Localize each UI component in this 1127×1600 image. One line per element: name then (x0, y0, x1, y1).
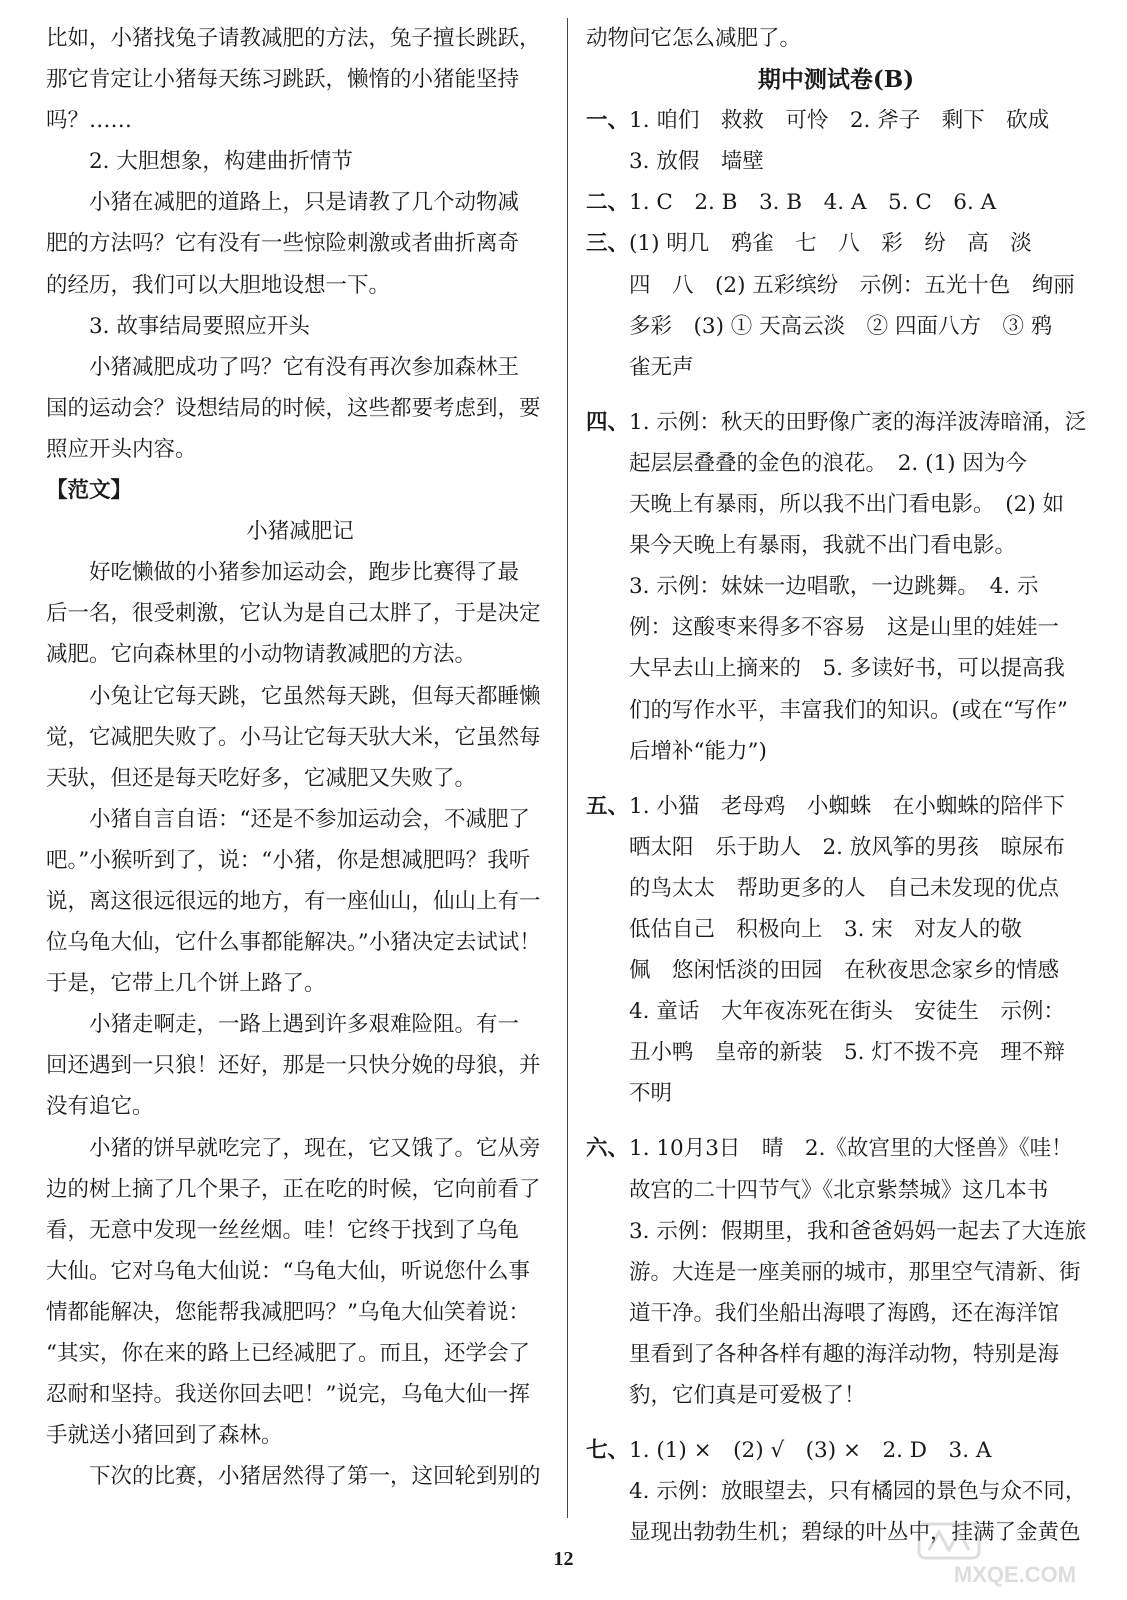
left-column-line (46, 1292, 554, 1333)
left-column-line (46, 141, 554, 182)
line-text: 位乌龟大仙，它什么事都能解决。”小猪决定去试试！ (46, 930, 541, 956)
line-text: 果今天晚上有暴雨，我就不出门看电影。 (629, 533, 1017, 559)
left-column-line (46, 1128, 554, 1169)
left-column-line (46, 223, 554, 264)
left-column-line (46, 1169, 554, 1210)
line-text: 情都能解决，您能帮我减肥吗？”乌龟大仙笑着说： (46, 1299, 530, 1325)
left-column-line (46, 963, 554, 1004)
right-column-line (586, 1032, 1086, 1073)
right-column-line (586, 1471, 1086, 1512)
line-text: 1. (1) × (2) √ (3) × 2. D 3. A (629, 1438, 992, 1464)
line-text: 1. 咱们 救救 可怜 2. 斧子 剩下 砍成 (629, 108, 1050, 134)
line-text: 吧。”小猴听到了，说：“小猪，你是想减肥吗？我听 (46, 847, 531, 873)
right-column-line (586, 950, 1086, 991)
line-text: 后增补“能力”) (629, 738, 767, 764)
line-text: 比如，小猪找兔子请教减肥的方法，兔子擅长跳跃， (46, 26, 541, 51)
line-text: 【范文】 (46, 478, 133, 504)
line-text: 里看到了各种各样有趣的海洋动物，特别是海 (629, 1341, 1060, 1367)
right-column-line (586, 1211, 1086, 1252)
line-text: 3. 放假 墙壁 (629, 149, 764, 175)
right-column-line (586, 223, 1086, 264)
line-text: 1. C 2. B 3. B 4. A 5. C 6. A (629, 190, 997, 216)
line-text: 那它肯定让小猪每天练习跳跃，懒惰的小猪能坚持 (46, 67, 520, 93)
left-column-line (46, 717, 554, 758)
line-text: 3. 故事结局要照应开头 (89, 313, 310, 339)
section-number: 七、 (586, 1438, 630, 1464)
line-text: 手就送小猪回到了森林。 (46, 1423, 283, 1449)
left-column-line (46, 1333, 554, 1374)
right-column-line (586, 265, 1086, 306)
left-column-line (46, 593, 554, 634)
line-text: 于是，它带上几个饼上路了。 (46, 971, 326, 997)
right-column-line (586, 868, 1086, 909)
left-column-line (46, 1004, 554, 1045)
line-text: 的鸟太太 帮助更多的人 自己未发现的优点 (629, 875, 1060, 901)
right-column-line (586, 141, 1086, 182)
right-column-line (586, 1128, 1086, 1169)
line-text: 3. 示例：妹妹一边唱歌，一边跳舞。 4. 示 (629, 574, 1039, 600)
line-text: 小猪减肥成功了吗？它有没有再次参加森林王 (89, 354, 520, 380)
line-text: 1. 示例：秋天的田野像广袤的海洋波涛暗涌，泛 (629, 409, 1086, 435)
right-column-line (586, 1252, 1086, 1293)
right-column-line (586, 1334, 1086, 1375)
right-column-line (586, 1293, 1086, 1334)
right-column-line (586, 786, 1086, 827)
line-text: 2. 大胆想象，构建曲折情节 (89, 149, 353, 175)
section-number: 一、 (586, 108, 630, 134)
right-column-line (586, 909, 1086, 950)
line-text: 1. 10月3日 晴 2.《故宫里的大怪兽》《哇！ (629, 1136, 1073, 1162)
left-column-line (46, 470, 554, 511)
line-text: 多彩 (3) ① 天高云淡 ② 四面八方 ③ 鸦 (629, 313, 1053, 339)
right-column-line (586, 607, 1086, 648)
line-text: 天晚上有暴雨，所以我不出门看电影。 (2) 如 (629, 492, 1065, 518)
left-column-line (46, 676, 554, 717)
right-column-line (586, 18, 1086, 59)
line-text: 大早去山上摘来的 5. 多读好书，可以提高我 (629, 656, 1065, 682)
line-text: 起层层叠叠的金色的浪花。 2. (1) 因为今 (629, 450, 1027, 476)
left-column-line (46, 306, 554, 347)
line-text: 晒太阳 乐于助人 2. 放风筝的男孩 晾尿布 (629, 834, 1065, 860)
left-column-line (46, 840, 554, 881)
line-text: 显现出勃勃生机；碧绿的叶丛中，挂满了金黄色 (629, 1520, 1081, 1546)
right-column-line (586, 1073, 1086, 1114)
left-column-line (46, 1086, 554, 1127)
line-text: 例：这酸枣来得多不容易 这是山里的娃娃一 (629, 615, 1060, 641)
left-column-line (46, 922, 554, 963)
right-column (586, 18, 1086, 1553)
line-text: 减肥。它向森林里的小动物请教减肥的方法。 (46, 642, 477, 668)
left-column-line (46, 1415, 554, 1456)
right-column-line (586, 566, 1086, 607)
left-column-line (46, 100, 554, 141)
left-column-line (46, 1374, 554, 1415)
left-column-line (46, 511, 554, 552)
right-column-line (586, 443, 1086, 484)
left-column-line (46, 881, 554, 922)
left-column-line (46, 347, 554, 388)
right-column-line (586, 1375, 1086, 1416)
line-text: 看，无意中发现一丝丝烟。哇！它终于找到了乌龟 (46, 1217, 520, 1243)
page-number: 12 (553, 1548, 574, 1570)
line-text: 故宫的二十四节气》《北京紫禁城》这几本书 (629, 1177, 1049, 1203)
section-number: 三、 (586, 231, 630, 257)
line-text: 动物问它怎么减肥了。 (586, 26, 802, 51)
line-text: 们的写作水平，丰富我们的知识。(或在“写作” (629, 697, 1068, 723)
line-text: 回还遇到一只狼！还好，那是一只快分娩的母狼，并 (46, 1053, 541, 1079)
right-column-line (586, 182, 1086, 223)
left-column-line (46, 59, 554, 100)
right-column-line (586, 484, 1086, 525)
left-column-line (46, 1456, 554, 1497)
right-column-line (586, 306, 1086, 347)
line-text: 雀无声 (629, 354, 694, 380)
watermark-text: MXQE.COM (953, 1562, 1077, 1587)
right-column-line (586, 347, 1086, 388)
line-text: 丑小鸭 皇帝的新装 5. 灯不拨不亮 理不辩 (629, 1040, 1065, 1066)
left-column-line (46, 265, 554, 306)
line-text: “其实，你在来的路上已经减肥了。而且，还学会了 (46, 1341, 530, 1366)
left-column-line (46, 634, 554, 675)
line-text: 忍耐和坚持。我送你回去吧！”说完，乌龟大仙一挥 (46, 1382, 530, 1408)
line-text: 照应开头内容。 (46, 436, 197, 462)
right-column-line (586, 525, 1086, 566)
line-text: 佩 悠闲恬淡的田园 在秋夜思念家乡的情感 (629, 958, 1060, 984)
left-column-line (46, 758, 554, 799)
right-column-line (586, 100, 1086, 141)
line-text: 低估自己 积极向上 3. 宋 对友人的敬 (629, 916, 1022, 942)
watermark-logo (915, 1520, 1115, 1590)
section-number: 二、 (586, 190, 630, 216)
left-column (46, 18, 554, 1497)
line-text: 小猪走啊走，一路上遇到许多艰难险阻。有一 (89, 1012, 520, 1038)
line-text: 4. 示例：放眼望去，只有橘园的景色与众不同， (629, 1479, 1086, 1505)
line-text: 4. 童话 大年夜冻死在街头 安徒生 示例： (629, 999, 1065, 1025)
right-column-line (586, 402, 1086, 443)
line-text: 道干净。我们坐船出海喂了海鸥，还在海洋馆 (629, 1300, 1060, 1326)
line-text: 吗？…… (46, 108, 133, 134)
line-text: 没有追它。 (46, 1094, 154, 1120)
line-text: 大仙。它对乌龟大仙说：“乌龟大仙，听说您什么事 (46, 1258, 530, 1284)
section-number: 五、 (586, 793, 630, 819)
line-text: 小兔让它每天跳，它虽然每天跳，但每天都睡懒 (89, 683, 541, 709)
line-text: 说，离这很远很远的地方，有一座仙山，仙山上有一 (46, 888, 541, 914)
section-number: 四、 (586, 409, 630, 435)
line-text: 后一名，很受刺激，它认为是自己太胖了，于是决定 (46, 601, 541, 627)
left-column-line (46, 429, 554, 470)
line-text: 小猪减肥记 (246, 519, 354, 545)
left-column-line (46, 799, 554, 840)
right-column-line (586, 1430, 1086, 1471)
right-column-line (586, 648, 1086, 689)
line-text: 国的运动会？设想结局的时候，这些都要考虑到，要 (46, 395, 541, 421)
line-text: 小猪自言自语：“还是不参加运动会，不减肥了 (89, 806, 530, 832)
left-column-line (46, 1045, 554, 1086)
right-column-line (586, 1170, 1086, 1211)
left-column-line (46, 18, 554, 59)
line-text: 不明 (629, 1081, 673, 1107)
line-text: 肥的方法吗？它有没有一些惊险刺激或者曲折离奇 (46, 231, 520, 257)
column-divider (567, 18, 568, 1518)
line-text: 下次的比赛，小猪居然得了第一，这回轮到别的 (89, 1464, 541, 1490)
left-column-line (46, 552, 554, 593)
line-text: 小猪的饼早就吃完了，现在，它又饿了。它从旁 (89, 1135, 541, 1161)
line-text: 的经历，我们可以大胆地设想一下。 (46, 272, 391, 298)
left-column-line (46, 1210, 554, 1251)
left-column-line (46, 182, 554, 223)
line-text: (1) 明几 鸦雀 七 八 彩 纷 高 淡 (629, 231, 1032, 257)
line-text: 天驮，但还是每天吃好多，它减肥又失败了。 (46, 765, 477, 791)
line-text: 边的树上摘了几个果子，正在吃的时候，它向前看了 (46, 1176, 541, 1202)
line-text: 小猪在减肥的道路上，只是请教了几个动物减 (89, 190, 520, 216)
line-text: 觉，它减肥失败了。小马让它每天驮大米，它虽然每 (46, 724, 541, 750)
right-column-line (586, 991, 1086, 1032)
right-column-line (586, 731, 1086, 772)
left-column-line (46, 1251, 554, 1292)
right-column-line (586, 827, 1086, 868)
line-text: 豹，它们真是可爱极了！ (629, 1383, 866, 1408)
line-text: 游。大连是一座美丽的城市，那里空气清新、街 (629, 1259, 1081, 1285)
right-column-line (586, 690, 1086, 731)
right-column-line (586, 59, 1086, 100)
line-text: 期中测试卷(B) (757, 66, 915, 94)
line-text: 1. 小猫 老母鸡 小蜘蛛 在小蜘蛛的陪伴下 (629, 793, 1065, 819)
section-number: 六、 (586, 1136, 630, 1162)
left-column-line (46, 388, 554, 429)
line-text: 3. 示例：假期里，我和爸爸妈妈一起去了大连旅 (629, 1218, 1086, 1244)
line-text: 好吃懒做的小猪参加运动会，跑步比赛得了最 (89, 560, 520, 586)
line-text: 四 八 (2) 五彩缤纷 示例：五光十色 绚丽 (629, 272, 1075, 298)
